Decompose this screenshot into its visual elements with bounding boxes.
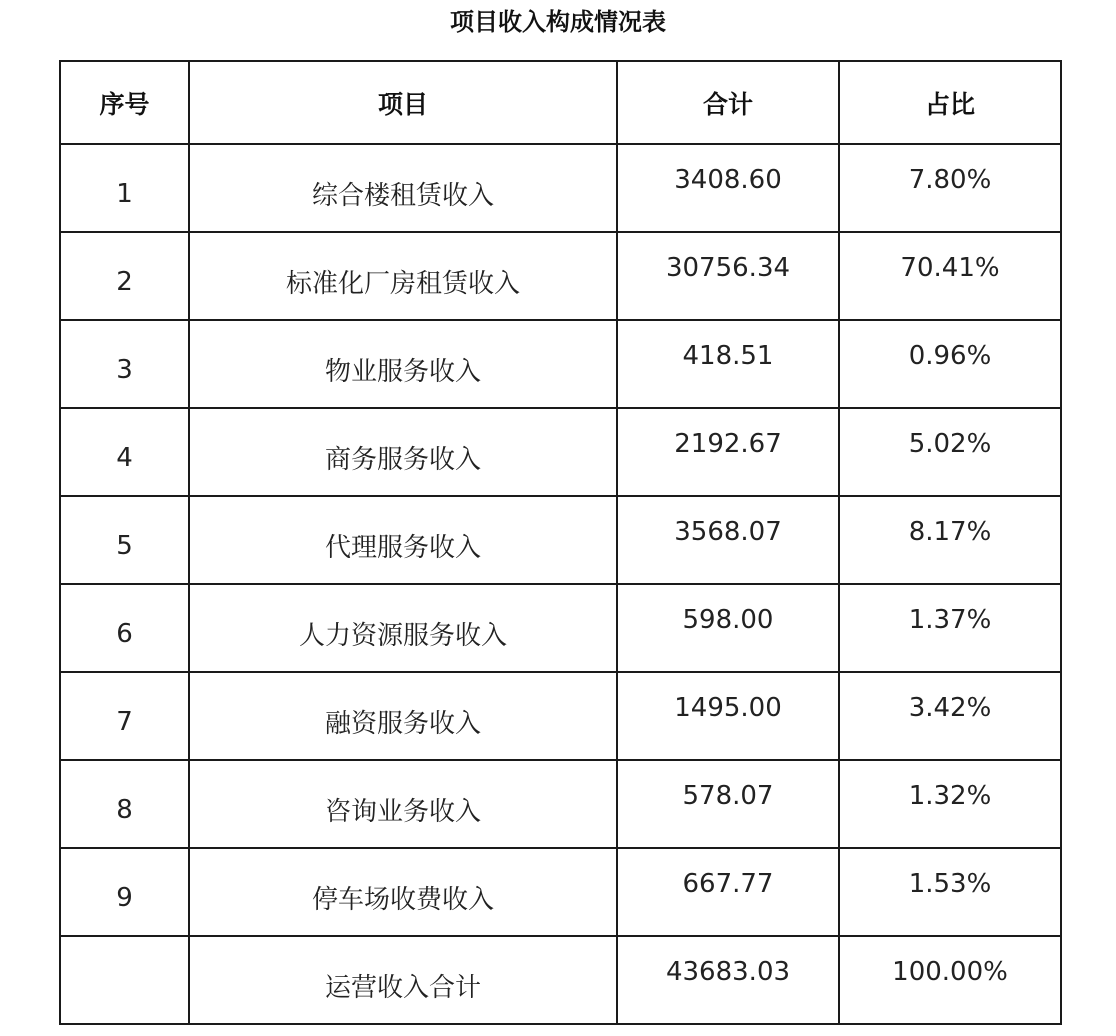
- cell-ratio-text: 3.42%: [908, 693, 992, 723]
- cell-item: [189, 496, 617, 584]
- table-row: [60, 848, 1061, 936]
- cell-total-text: 598.00: [682, 605, 774, 635]
- header-item: 项目: [189, 61, 617, 144]
- header-ratio: 占比: [839, 61, 1061, 144]
- header-row: [60, 61, 1061, 144]
- table-row-total: [60, 936, 1061, 1024]
- cell-ratio-text: 8.17%: [908, 517, 992, 547]
- table-row: [60, 672, 1061, 760]
- table-row: [60, 232, 1061, 320]
- cell-seq: [60, 320, 189, 408]
- cell-seq-text: 1: [116, 179, 133, 209]
- cell-ratio-text: 5.02%: [908, 429, 992, 459]
- cell-seq-text: 9: [116, 883, 133, 913]
- cell-total: [617, 144, 839, 232]
- cell-total: [617, 848, 839, 936]
- cell-item-text: 运营收入合计: [324, 972, 481, 1003]
- cell-ratio: [839, 496, 1061, 584]
- cell-ratio: [839, 320, 1061, 408]
- cell-seq-text: 5: [116, 531, 133, 561]
- cell-ratio: [839, 584, 1061, 672]
- cell-seq-text: 2: [116, 267, 133, 297]
- cell-seq: [60, 232, 189, 320]
- cell-ratio-text: 0.96%: [908, 341, 992, 371]
- cell-item-text: 代理服务收入: [324, 532, 481, 563]
- table-row: [60, 760, 1061, 848]
- cell-total-text: 578.07: [682, 781, 774, 811]
- cell-ratio-text: 70.41%: [900, 253, 1000, 283]
- header-total: 合计: [617, 61, 839, 144]
- cell-item: [189, 672, 617, 760]
- cell-seq: [60, 408, 189, 496]
- table-row: [60, 408, 1061, 496]
- cell-seq-text: 8: [116, 795, 133, 825]
- cell-total: [617, 760, 839, 848]
- income-table: [59, 60, 1062, 1025]
- cell-item: [189, 936, 617, 1024]
- header-seq: 序号: [60, 61, 189, 144]
- cell-total-text: 43683.03: [665, 957, 791, 987]
- cell-ratio-text: 7.80%: [908, 165, 992, 195]
- cell-item-text: 停车场收费收入: [311, 884, 494, 915]
- cell-seq: [60, 848, 189, 936]
- cell-seq: [60, 672, 189, 760]
- cell-total: [617, 232, 839, 320]
- cell-seq-text: 3: [116, 355, 133, 385]
- cell-seq-text: 6: [116, 619, 133, 649]
- cell-item-text: 咨询业务收入: [324, 796, 481, 827]
- cell-total: [617, 936, 839, 1024]
- cell-total-text: 667.77: [682, 869, 774, 899]
- cell-item: [189, 584, 617, 672]
- cell-seq: [60, 936, 189, 1024]
- cell-item-text: 人力资源服务收入: [298, 620, 507, 651]
- table-row: [60, 320, 1061, 408]
- cell-item-text: 商务服务收入: [324, 444, 481, 475]
- cell-total: [617, 496, 839, 584]
- cell-seq-text: 7: [116, 707, 133, 737]
- cell-ratio-text: 1.37%: [908, 605, 992, 635]
- cell-total-text: 2192.67: [674, 429, 782, 459]
- cell-item: [189, 408, 617, 496]
- cell-total-text: 1495.00: [674, 693, 782, 723]
- cell-ratio: [839, 760, 1061, 848]
- cell-item-text: 物业服务收入: [324, 356, 481, 387]
- cell-ratio: [839, 848, 1061, 936]
- cell-ratio: [839, 672, 1061, 760]
- cell-ratio: [839, 232, 1061, 320]
- cell-seq: [60, 584, 189, 672]
- cell-item-text: 融资服务收入: [324, 708, 481, 739]
- cell-ratio-text: 1.32%: [908, 781, 992, 811]
- cell-total: [617, 584, 839, 672]
- cell-item-text: 标准化厂房租赁收入: [285, 268, 520, 299]
- cell-total: [617, 672, 839, 760]
- table-row: [60, 144, 1061, 232]
- cell-ratio: [839, 408, 1061, 496]
- cell-item: [189, 232, 617, 320]
- cell-ratio-text: 100.00%: [892, 957, 1008, 987]
- cell-item: [189, 760, 617, 848]
- cell-total-text: 30756.34: [665, 253, 791, 283]
- cell-item: [189, 320, 617, 408]
- table-row: [60, 584, 1061, 672]
- cell-seq: [60, 496, 189, 584]
- cell-item-text: 综合楼租赁收入: [311, 180, 494, 211]
- cell-item: [189, 848, 617, 936]
- table-row: [60, 496, 1061, 584]
- cell-ratio-text: 1.53%: [908, 869, 992, 899]
- cell-seq-text: 4: [116, 443, 133, 473]
- cell-total: [617, 408, 839, 496]
- cell-total-text: 3568.07: [674, 517, 782, 547]
- cell-item: [189, 144, 617, 232]
- cell-total-text: 418.51: [682, 341, 774, 371]
- cell-seq: [60, 760, 189, 848]
- table-title: 项目收入构成情况表: [450, 8, 666, 36]
- cell-seq: [60, 144, 189, 232]
- cell-total-text: 3408.60: [674, 165, 782, 195]
- cell-total: [617, 320, 839, 408]
- cell-ratio: [839, 936, 1061, 1024]
- cell-ratio: [839, 144, 1061, 232]
